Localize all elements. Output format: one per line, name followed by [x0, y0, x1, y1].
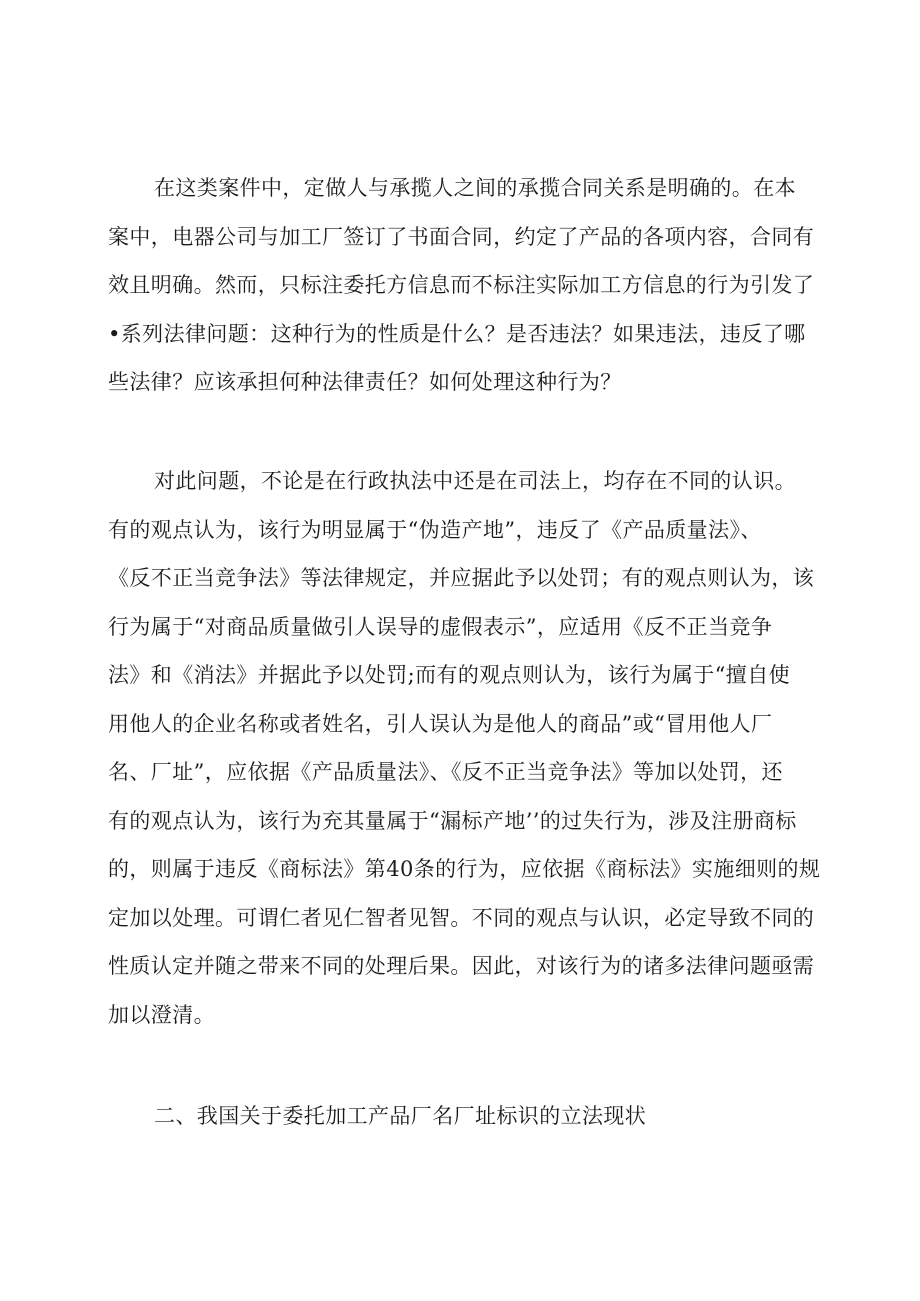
text-line: 对此问题，不论是在行政执法中还是在司法上，均存在不同的认识。: [154, 469, 796, 493]
section-heading-text: 二、我国关于委托加工产品厂名厂址标识的立法现状: [154, 1104, 647, 1128]
text-line: 《反不正当竞争法》等法律规定，并应据此予以处罚；有的观点则认为，该: [108, 566, 815, 590]
text-line: 的，则属于违反《商标法》第40条的行为，应依据《商标法》实施细则的规: [108, 857, 821, 881]
paragraph-1: [108, 164, 824, 407]
text-line: •系列法律问题：这种行为的性质是什么？是否违法？如果违法，违反了哪: [108, 321, 806, 346]
text-line: 行为属于“对商品质量做引人误导的虚假表示”，应适用《反不正当竞争: [108, 614, 773, 639]
text-line: 名、厂址”，应依据《产品质量法》、《反不正当竞争法》等加以处罚，还: [108, 760, 783, 784]
text-line: 性质认定并随之带来不同的处理后果。因此，对该行为的诸多法律问题亟需: [108, 954, 815, 978]
text-line: 案中，电器公司与加工厂签订了书面合同，约定了产品的各项内容，合同有: [108, 224, 815, 249]
text-line: 加以澄清。: [108, 1002, 215, 1027]
paragraph-2: [108, 457, 824, 1039]
text-line: 效且明确。然而，只标注委托方信息而不标注实际加工方信息的行为引发了: [108, 273, 815, 297]
text-line: 有的观点认为，该行为充其量属于“漏标产地’’的过失行为，涉及注册商标: [108, 808, 797, 833]
text-line: 些法律？应该承担何种法律责任？如何处理这种行为？: [108, 370, 622, 394]
text-line: 法》和《消法》并据此予以处罚;而有的观点则认为，该行为属于“擅自使: [108, 663, 791, 687]
text-line: 有的观点认为，该行为明显属于“伪造产地”，违反了《产品质量法》、: [108, 517, 762, 542]
section-heading: [108, 1092, 824, 1141]
text-line: 在这类案件中，定做人与承揽人之间的承揽合同关系是明确的。在本: [154, 176, 796, 200]
text-line: 用他人的企业名称或者姓名，引人误认为是他人的商品”或“冒用他人厂: [108, 711, 773, 736]
text-line: 定加以处理。可谓仁者见仁智者见智。不同的观点与认识，必定导致不同的: [108, 905, 815, 930]
